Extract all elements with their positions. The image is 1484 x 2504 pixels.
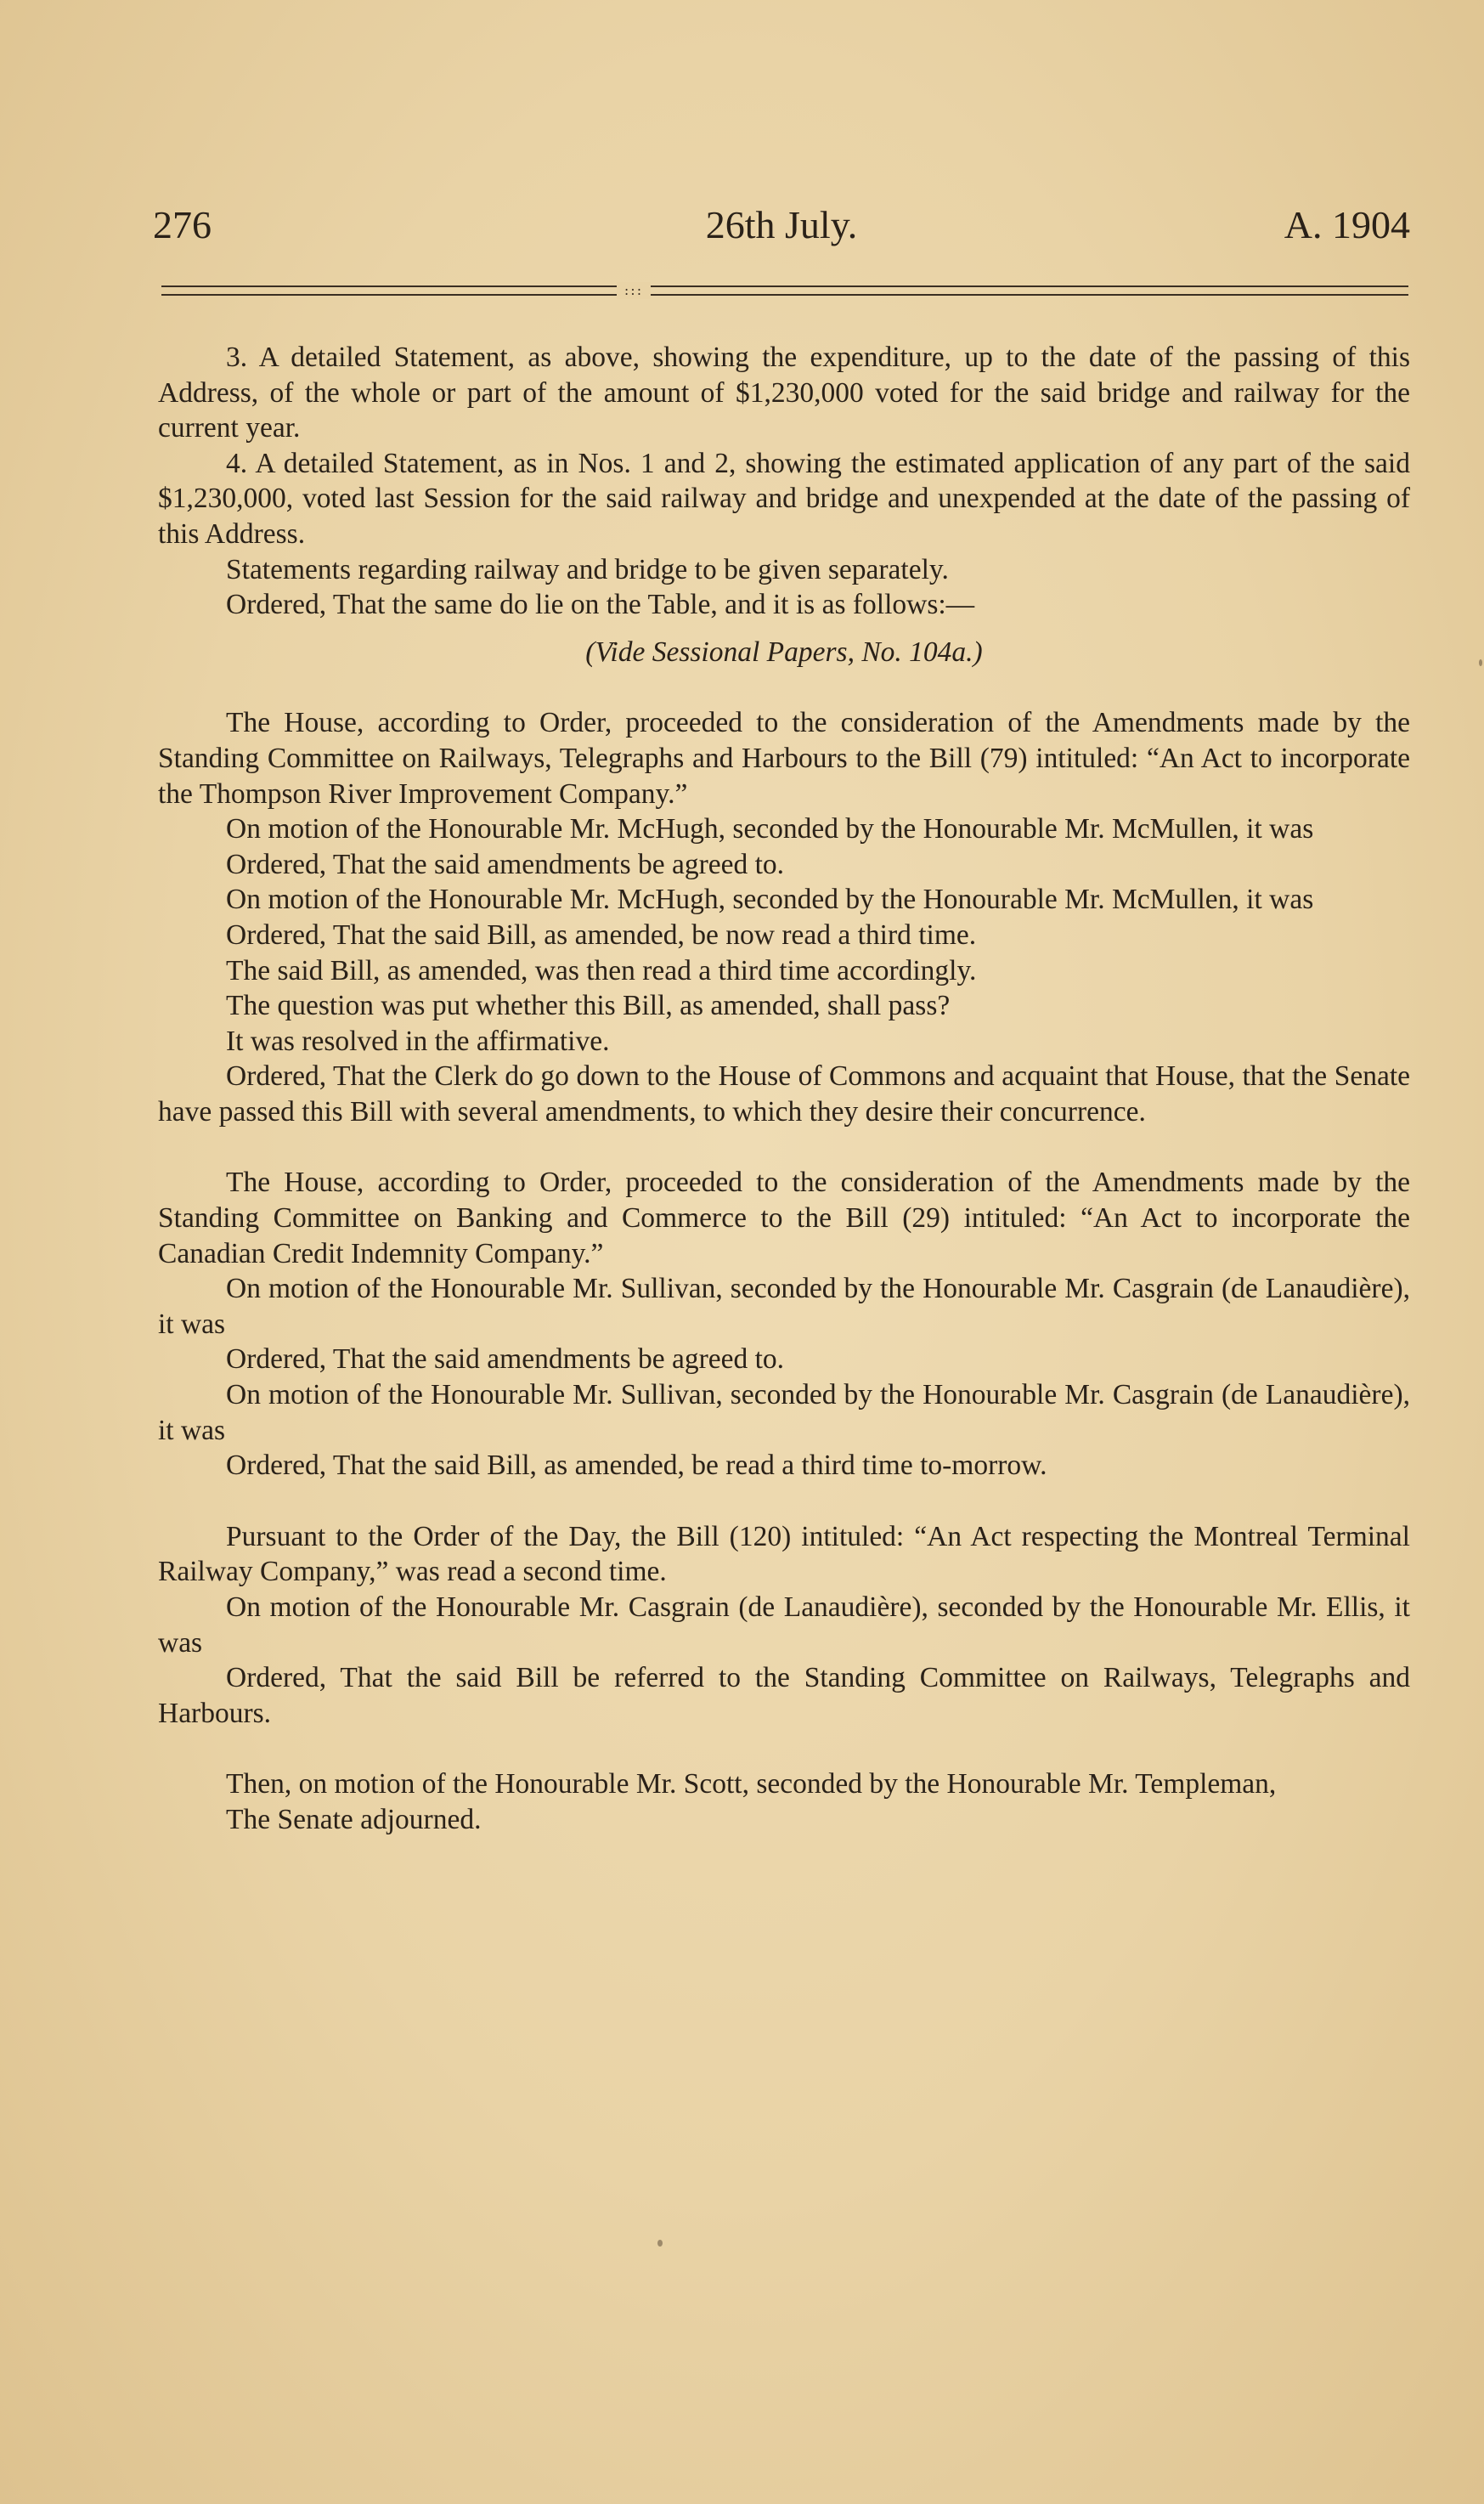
paragraph-resolved: It was resolved in the affirmative. bbox=[226, 1025, 610, 1057]
paragraph-adjourned: The Senate adjourned. bbox=[226, 1803, 482, 1835]
paragraph-motion: On motion of the Honourable Mr. Casgrain (de Lanaudière), seconded by the Honourable Mr. Ellis, it was bbox=[158, 1591, 1410, 1659]
paragraph-motion: On motion of the Honourable Mr. McHugh, seconded by the Honourable Mr. McMullen, it was bbox=[226, 884, 1314, 916]
paragraph-item-4: 4. A detailed Statement, as in Nos. 1 and 2, showing the estimated application of any part of the said $1,230,000, voted last Session for the said railway and bridge and unexpended at the date of the passing of this Address. bbox=[158, 447, 1410, 550]
paragraph-question: The question was put whether this Bill, as amended, shall pass? bbox=[226, 990, 951, 1022]
paragraph-bill-29: The House, according to Order, proceeded to the consideration of the Amendments made by the Standing Committee on Banking and Commerce to the Bill (29) intituled: “An Act to incorporate the Canadian Credit Indemnity Company.” bbox=[158, 1167, 1410, 1269]
rule-ornament-icon: ::: bbox=[617, 282, 651, 299]
sessional-papers-reference: (Vide Sessional Papers, No. 104a.) bbox=[585, 636, 983, 668]
page-number: 276 bbox=[153, 203, 212, 246]
page-year: A. 1904 bbox=[1284, 203, 1410, 246]
header-rule bbox=[161, 282, 1408, 298]
paragraph-ordered: Ordered, That the said amendments be agreed to. bbox=[226, 1343, 785, 1376]
ink-speck bbox=[657, 2240, 663, 2247]
paragraph-ordered-referred: Ordered, That the said Bill be referred to the Standing Committee on Railways, Telegraphs and Harbours. bbox=[158, 1662, 1410, 1729]
page-date: 26th July. bbox=[705, 203, 858, 246]
paragraph-ordered-table: Ordered, That the same do lie on the Table, and it is as follows:— bbox=[226, 589, 975, 621]
paragraph-ordered: Ordered, That the said Bill, as amended, be now read a third time. bbox=[226, 919, 977, 951]
paragraph-read: The said Bill, as amended, was then read a third time accordingly. bbox=[226, 954, 977, 986]
running-head bbox=[153, 202, 1410, 262]
paragraph-ordered: Ordered, That the said amendments be agreed to. bbox=[226, 848, 785, 880]
paragraph-bill-79: The House, according to Order, proceeded to the consideration of the Amendments made by the Standing Committee on Railways, Telegraphs and Harbours to the Bill (79) intituled: “An Act to incorporate the Thompson River Improvement Company.” bbox=[158, 707, 1410, 810]
paragraph-item-3: 3. A detailed Statement, as above, showing the expenditure, up to the date of the passing of this Address, of the whole or part of the amount of $1,230,000 voted for the said bridge and railway for the current year. bbox=[158, 342, 1410, 444]
paragraph-motion: On motion of the Honourable Mr. Sullivan, seconded by the Honourable Mr. Casgrain (de Lanaudière), it was bbox=[158, 1273, 1410, 1340]
ink-speck bbox=[1479, 659, 1482, 666]
paragraph-ordered-clerk: Ordered, That the Clerk do go down to the House of Commons and acquaint that House, that the Senate have passed this Bill with several amendments, to which they desire their concurrence. bbox=[158, 1060, 1410, 1128]
paragraph-motion: On motion of the Honourable Mr. Sullivan, seconded by the Honourable Mr. Casgrain (de Lanaudière), it was bbox=[158, 1379, 1410, 1446]
paragraph-bill-120: Pursuant to the Order of the Day, the Bill (120) intituled: “An Act respecting the Montreal Terminal Railway Company,” was read a second time. bbox=[158, 1520, 1410, 1588]
paragraph-statements: Statements regarding railway and bridge to be given separately. bbox=[226, 553, 949, 585]
paragraph-motion: On motion of the Honourable Mr. McHugh, seconded by the Honourable Mr. McMullen, it was bbox=[226, 813, 1314, 845]
paragraph-adjournment-motion: Then, on motion of the Honourable Mr. Scott, seconded by the Honourable Mr. Templeman, bbox=[226, 1768, 1277, 1800]
body-text bbox=[158, 340, 1410, 1838]
paragraph-ordered: Ordered, That the said Bill, as amended, be read a third time to-morrow. bbox=[226, 1450, 1047, 1482]
